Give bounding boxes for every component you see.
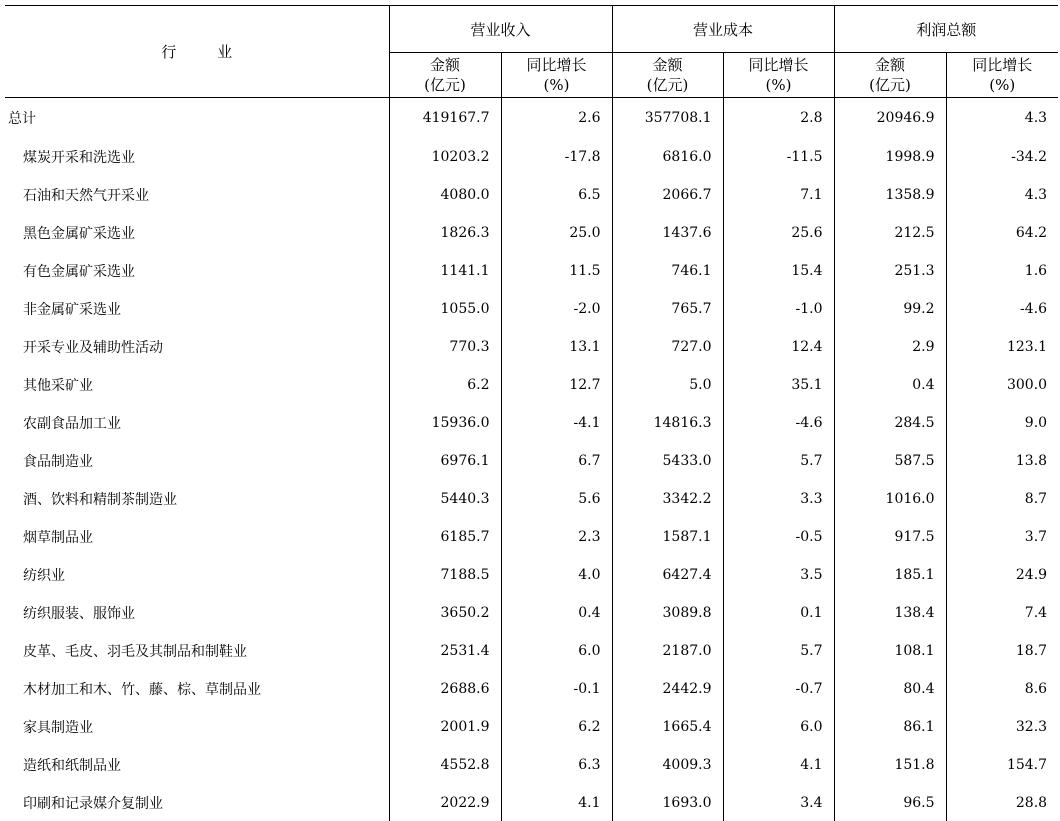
profit-amount: 86.1: [834, 708, 946, 746]
cost-amount: 6427.4: [612, 556, 723, 594]
revenue-growth: 6.5: [501, 176, 612, 214]
profit-growth: 1.6: [1024, 263, 1048, 279]
cost-amount: 727.0: [612, 328, 723, 366]
profit-amount: 1358.9: [834, 176, 946, 214]
industry-name: 纺织业: [5, 556, 389, 594]
revenue-amount: 1055.0: [389, 290, 501, 328]
cost-growth: -11.5: [723, 138, 834, 176]
cost-amount: 2187.0: [612, 632, 723, 670]
industry-statistics-table: [5, 5, 1058, 821]
revenue-growth: 6.0: [501, 632, 612, 670]
table-row: [5, 670, 1058, 708]
cost-growth: 3.3: [723, 480, 834, 518]
revenue-amount: 2531.4: [389, 632, 501, 670]
header-amount-line2: (亿元): [869, 76, 911, 94]
table-row: [5, 98, 1058, 139]
table-row: [5, 404, 1058, 442]
profit-growth: 13.8: [1015, 453, 1048, 469]
cost-amount: 14816.3: [612, 404, 723, 442]
industry-name: 木材加工和木、竹、藤、棕、草制品业: [5, 670, 389, 708]
table-body: [5, 98, 1058, 821]
profit-amount: 99.2: [834, 290, 946, 328]
header-growth-line2: (%): [989, 76, 1016, 94]
revenue-amount: 5440.3: [389, 480, 501, 518]
industry-name: 印刷和记录媒介复制业: [5, 784, 389, 821]
header-growth-line1: 同比增长: [972, 56, 1033, 74]
industry-name: 造纸和纸制品业: [5, 746, 389, 784]
cost-amount: 1587.1: [612, 518, 723, 556]
header-industry: 行 业: [5, 6, 389, 98]
revenue-amount: 2688.6: [389, 670, 501, 708]
profit-growth: 64.2: [1015, 225, 1048, 241]
cost-growth: 4.1: [723, 746, 834, 784]
revenue-amount: 770.3: [389, 328, 501, 366]
table-row: [5, 214, 1058, 252]
revenue-amount: 1141.1: [389, 252, 501, 290]
header-amount-line1: 金额: [652, 56, 683, 74]
industry-name: 开采专业及辅助性活动: [5, 328, 389, 366]
cost-growth: -1.0: [723, 290, 834, 328]
profit-growth: 4.3: [1024, 110, 1048, 126]
revenue-growth: -17.8: [501, 138, 612, 176]
header-profit: 利润总额: [834, 6, 1058, 53]
profit-amount: 80.4: [834, 670, 946, 708]
header-revenue-growth: [501, 53, 612, 98]
revenue-growth: 11.5: [501, 252, 612, 290]
profit-growth: 123.1: [1006, 339, 1048, 355]
revenue-amount: 7188.5: [389, 556, 501, 594]
industry-name: 总计: [5, 98, 389, 139]
revenue-growth: 0.4: [501, 594, 612, 632]
revenue-amount: 6185.7: [389, 518, 501, 556]
header-growth-line1: 同比增长: [526, 56, 587, 74]
industry-name: 石油和天然气开采业: [5, 176, 389, 214]
revenue-amount: 10203.2: [389, 138, 501, 176]
profit-growth: 28.8: [1015, 795, 1048, 811]
cost-amount: 4009.3: [612, 746, 723, 784]
profit-growth: 18.7: [1015, 643, 1048, 659]
industry-name: 烟草制品业: [5, 518, 389, 556]
table-row: [5, 442, 1058, 480]
cost-amount: 765.7: [612, 290, 723, 328]
profit-growth: -4.6: [1020, 301, 1048, 317]
industry-name: 其他采矿业: [5, 366, 389, 404]
profit-amount: 587.5: [834, 442, 946, 480]
revenue-growth: -0.1: [501, 670, 612, 708]
revenue-amount: 4552.8: [389, 746, 501, 784]
revenue-growth: 4.0: [501, 556, 612, 594]
revenue-amount: 3650.2: [389, 594, 501, 632]
profit-amount: 0.4: [834, 366, 946, 404]
cost-growth: -0.5: [723, 518, 834, 556]
header-cost-growth: [723, 53, 834, 98]
cost-growth: 15.4: [723, 252, 834, 290]
revenue-growth: 25.0: [501, 214, 612, 252]
table-row: [5, 252, 1058, 290]
cost-amount: 6816.0: [612, 138, 723, 176]
header-profit-amount: [834, 53, 946, 98]
revenue-growth: 12.7: [501, 366, 612, 404]
cost-growth: 35.1: [723, 366, 834, 404]
cost-amount: 2066.7: [612, 176, 723, 214]
revenue-growth: 6.2: [501, 708, 612, 746]
profit-growth: 300.0: [1006, 377, 1048, 393]
header-growth-line2: (%): [765, 76, 792, 94]
cost-growth: 0.1: [723, 594, 834, 632]
profit-amount: 108.1: [834, 632, 946, 670]
header-growth-line1: 同比增长: [748, 56, 809, 74]
cost-growth: 5.7: [723, 442, 834, 480]
industry-name: 农副食品加工业: [5, 404, 389, 442]
cost-amount: 3089.8: [612, 594, 723, 632]
table-row: [5, 784, 1058, 821]
cost-growth: 2.8: [723, 98, 834, 139]
industry-name: 煤炭开采和洗选业: [5, 138, 389, 176]
cost-amount: 1665.4: [612, 708, 723, 746]
table-row: [5, 366, 1058, 404]
revenue-growth: 2.6: [501, 98, 612, 139]
revenue-amount: 6.2: [389, 366, 501, 404]
cost-growth: 7.1: [723, 176, 834, 214]
cost-amount: 1437.6: [612, 214, 723, 252]
cost-amount: 5433.0: [612, 442, 723, 480]
header-profit-growth: [946, 53, 1058, 98]
revenue-growth: 5.6: [501, 480, 612, 518]
cost-amount: 357708.1: [612, 98, 723, 139]
profit-amount: 20946.9: [834, 98, 946, 139]
cost-amount: 746.1: [612, 252, 723, 290]
profit-amount: 1998.9: [834, 138, 946, 176]
industry-name: 有色金属矿采选业: [5, 252, 389, 290]
table-row: [5, 746, 1058, 784]
profit-amount: 96.5: [834, 784, 946, 821]
cost-amount: 3342.2: [612, 480, 723, 518]
header-revenue: 营业收入: [389, 6, 612, 53]
header-amount-line2: (亿元): [424, 76, 466, 94]
profit-growth: -34.2: [1011, 149, 1048, 165]
revenue-growth: 6.3: [501, 746, 612, 784]
table-row: [5, 556, 1058, 594]
profit-amount: 1016.0: [834, 480, 946, 518]
cost-amount: 2442.9: [612, 670, 723, 708]
profit-growth: 154.7: [1006, 757, 1048, 773]
table-row: [5, 708, 1058, 746]
header-growth-line2: (%): [543, 76, 570, 94]
table-row: [5, 328, 1058, 366]
table-header: [5, 6, 1058, 98]
industry-name: 黑色金属矿采选业: [5, 214, 389, 252]
table-row: [5, 594, 1058, 632]
header-amount-line1: 金额: [875, 56, 906, 74]
cost-growth: -0.7: [723, 670, 834, 708]
profit-amount: 284.5: [834, 404, 946, 442]
revenue-amount: 4080.0: [389, 176, 501, 214]
profit-amount: 151.8: [834, 746, 946, 784]
cost-amount: 1693.0: [612, 784, 723, 821]
profit-amount: 2.9: [834, 328, 946, 366]
cost-growth: 12.4: [723, 328, 834, 366]
industry-name: 家具制造业: [5, 708, 389, 746]
industry-name: 食品制造业: [5, 442, 389, 480]
profit-amount: 185.1: [834, 556, 946, 594]
table-row: [5, 290, 1058, 328]
table-row: [5, 176, 1058, 214]
revenue-amount: 6976.1: [389, 442, 501, 480]
cost-growth: 3.5: [723, 556, 834, 594]
header-revenue-amount: [389, 53, 501, 98]
profit-amount: 212.5: [834, 214, 946, 252]
cost-growth: 6.0: [723, 708, 834, 746]
industry-name: 纺织服装、服饰业: [5, 594, 389, 632]
header-amount-line1: 金额: [429, 56, 460, 74]
industry-name: 皮革、毛皮、羽毛及其制品和制鞋业: [5, 632, 389, 670]
revenue-amount: 1826.3: [389, 214, 501, 252]
profit-growth: 8.6: [1024, 681, 1048, 697]
revenue-amount: 419167.7: [389, 98, 501, 139]
revenue-growth: 6.7: [501, 442, 612, 480]
cost-growth: 3.4: [723, 784, 834, 821]
profit-amount: 917.5: [834, 518, 946, 556]
revenue-amount: 2001.9: [389, 708, 501, 746]
profit-growth: 7.4: [1024, 605, 1048, 621]
revenue-growth: -4.1: [501, 404, 612, 442]
profit-growth: 8.7: [1024, 491, 1048, 507]
table-row: [5, 632, 1058, 670]
profit-growth: 9.0: [1024, 415, 1048, 431]
cost-amount: 5.0: [612, 366, 723, 404]
cost-growth: 5.7: [723, 632, 834, 670]
profit-growth: 3.7: [1024, 529, 1048, 545]
profit-growth: 24.9: [1015, 567, 1048, 583]
revenue-growth: 13.1: [501, 328, 612, 366]
table-row: [5, 518, 1058, 556]
header-amount-line2: (亿元): [646, 76, 689, 94]
table-row: [5, 480, 1058, 518]
industry-name: 酒、饮料和精制茶制造业: [5, 480, 389, 518]
revenue-amount: 15936.0: [389, 404, 501, 442]
profit-growth: 32.3: [1015, 719, 1048, 735]
cost-growth: -4.6: [723, 404, 834, 442]
profit-amount: 251.3: [834, 252, 946, 290]
revenue-amount: 2022.9: [389, 784, 501, 821]
revenue-growth: 4.1: [501, 784, 612, 821]
profit-amount: 138.4: [834, 594, 946, 632]
revenue-growth: -2.0: [501, 290, 612, 328]
header-cost-amount: [612, 53, 723, 98]
cost-growth: 25.6: [723, 214, 834, 252]
table-row: [5, 138, 1058, 176]
header-cost: 营业成本: [612, 6, 834, 53]
revenue-growth: 2.3: [501, 518, 612, 556]
profit-growth: 4.3: [1024, 187, 1048, 203]
industry-name: 非金属矿采选业: [5, 290, 389, 328]
